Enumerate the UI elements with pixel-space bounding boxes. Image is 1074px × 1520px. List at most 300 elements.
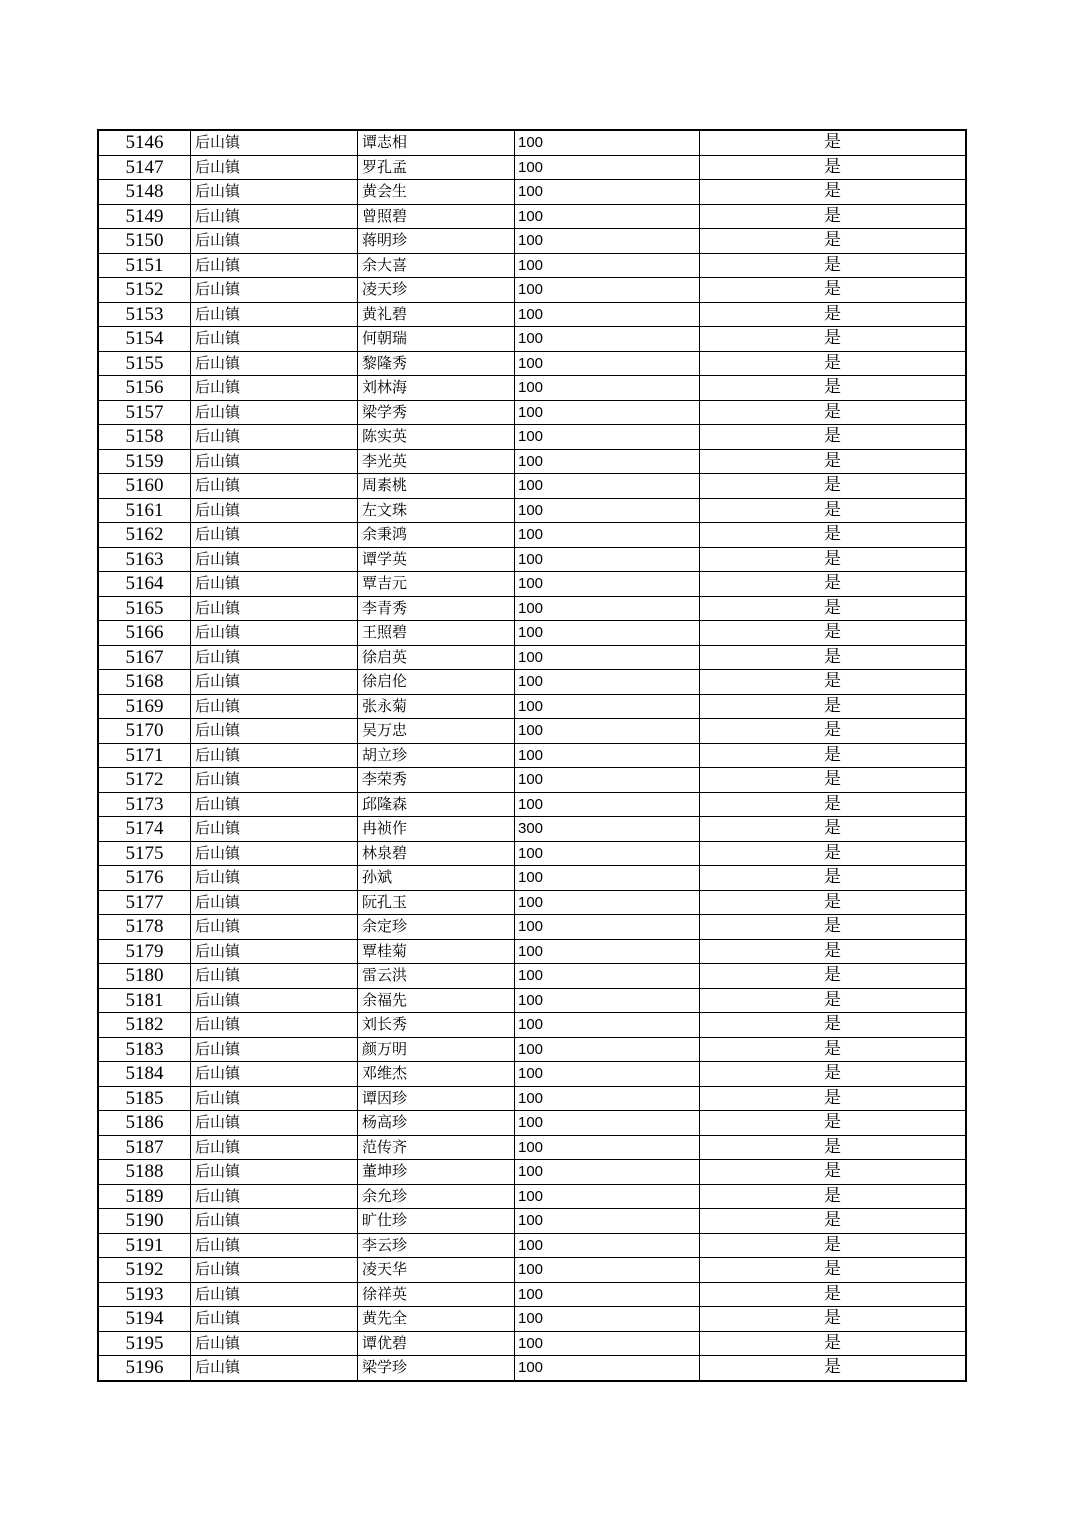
status-cell: 是 xyxy=(700,694,967,719)
table-row xyxy=(98,817,966,842)
amount-cell: 100 xyxy=(515,1307,700,1332)
town-cell: 后山镇 xyxy=(191,1307,358,1332)
person-name-cell: 曾照碧 xyxy=(358,204,515,229)
amount-cell: 100 xyxy=(515,1209,700,1234)
row-number-cell: 5181 xyxy=(98,988,191,1013)
row-number-cell: 5186 xyxy=(98,1111,191,1136)
person-name-cell: 杨高珍 xyxy=(358,1111,515,1136)
status-cell: 是 xyxy=(700,547,967,572)
person-name-cell: 谭优碧 xyxy=(358,1331,515,1356)
row-number-cell: 5176 xyxy=(98,866,191,891)
town-cell: 后山镇 xyxy=(191,1111,358,1136)
status-cell: 是 xyxy=(700,964,967,989)
person-name-cell: 冉祯作 xyxy=(358,817,515,842)
amount-cell: 100 xyxy=(515,155,700,180)
town-cell: 后山镇 xyxy=(191,1184,358,1209)
status-cell: 是 xyxy=(700,670,967,695)
table-row xyxy=(98,1209,966,1234)
row-number-cell: 5177 xyxy=(98,890,191,915)
table-row xyxy=(98,939,966,964)
status-cell: 是 xyxy=(700,474,967,499)
row-number-cell: 5170 xyxy=(98,719,191,744)
town-cell: 后山镇 xyxy=(191,915,358,940)
person-name-cell: 邓维杰 xyxy=(358,1062,515,1087)
row-number-cell: 5178 xyxy=(98,915,191,940)
status-cell: 是 xyxy=(700,1135,967,1160)
amount-cell: 100 xyxy=(515,1135,700,1160)
amount-cell: 100 xyxy=(515,768,700,793)
amount-cell: 100 xyxy=(515,1258,700,1283)
person-name-cell: 陈实英 xyxy=(358,425,515,450)
row-number-cell: 5151 xyxy=(98,253,191,278)
row-number-cell: 5191 xyxy=(98,1233,191,1258)
town-cell: 后山镇 xyxy=(191,229,358,254)
row-number-cell: 5159 xyxy=(98,449,191,474)
person-name-cell: 刘长秀 xyxy=(358,1013,515,1038)
person-name-cell: 谭学英 xyxy=(358,547,515,572)
person-name-cell: 覃桂菊 xyxy=(358,939,515,964)
person-name-cell: 何朝瑞 xyxy=(358,327,515,352)
town-cell: 后山镇 xyxy=(191,694,358,719)
table-row xyxy=(98,1086,966,1111)
row-number-cell: 5188 xyxy=(98,1160,191,1185)
row-number-cell: 5174 xyxy=(98,817,191,842)
person-name-cell: 梁学秀 xyxy=(358,400,515,425)
amount-cell: 100 xyxy=(515,572,700,597)
status-cell: 是 xyxy=(700,645,967,670)
row-number-cell: 5162 xyxy=(98,523,191,548)
town-cell: 后山镇 xyxy=(191,376,358,401)
row-number-cell: 5161 xyxy=(98,498,191,523)
status-cell: 是 xyxy=(700,278,967,303)
person-name-cell: 余大喜 xyxy=(358,253,515,278)
town-cell: 后山镇 xyxy=(191,621,358,646)
person-name-cell: 余定珍 xyxy=(358,915,515,940)
table-row xyxy=(98,229,966,254)
status-cell: 是 xyxy=(700,400,967,425)
person-name-cell: 黎隆秀 xyxy=(358,351,515,376)
table-row xyxy=(98,866,966,891)
table-row xyxy=(98,547,966,572)
town-cell: 后山镇 xyxy=(191,1282,358,1307)
town-cell: 后山镇 xyxy=(191,547,358,572)
amount-cell: 100 xyxy=(515,1013,700,1038)
amount-cell: 100 xyxy=(515,278,700,303)
town-cell: 后山镇 xyxy=(191,474,358,499)
status-cell: 是 xyxy=(700,425,967,450)
town-cell: 后山镇 xyxy=(191,523,358,548)
table-row xyxy=(98,719,966,744)
amount-cell: 100 xyxy=(515,743,700,768)
table-row xyxy=(98,915,966,940)
person-name-cell: 余秉鸿 xyxy=(358,523,515,548)
table-row xyxy=(98,596,966,621)
amount-cell: 100 xyxy=(515,792,700,817)
person-name-cell: 谭因珍 xyxy=(358,1086,515,1111)
amount-cell: 100 xyxy=(515,474,700,499)
status-cell: 是 xyxy=(700,1184,967,1209)
town-cell: 后山镇 xyxy=(191,253,358,278)
row-number-cell: 5149 xyxy=(98,204,191,229)
amount-cell: 100 xyxy=(515,1086,700,1111)
town-cell: 后山镇 xyxy=(191,572,358,597)
table-row xyxy=(98,572,966,597)
status-cell: 是 xyxy=(700,155,967,180)
person-name-cell: 徐祥英 xyxy=(358,1282,515,1307)
table-row xyxy=(98,964,966,989)
table-row xyxy=(98,792,966,817)
status-cell: 是 xyxy=(700,180,967,205)
row-number-cell: 5172 xyxy=(98,768,191,793)
table-row xyxy=(98,645,966,670)
table-row xyxy=(98,1037,966,1062)
row-number-cell: 5184 xyxy=(98,1062,191,1087)
person-name-cell: 吴万忠 xyxy=(358,719,515,744)
amount-cell: 100 xyxy=(515,964,700,989)
table-row xyxy=(98,498,966,523)
table-row xyxy=(98,1160,966,1185)
amount-cell: 100 xyxy=(515,130,700,155)
person-name-cell: 孙斌 xyxy=(358,866,515,891)
person-name-cell: 余允珍 xyxy=(358,1184,515,1209)
person-name-cell: 梁学珍 xyxy=(358,1356,515,1381)
table-row xyxy=(98,523,966,548)
status-cell: 是 xyxy=(700,1331,967,1356)
person-name-cell: 胡立珍 xyxy=(358,743,515,768)
status-cell: 是 xyxy=(700,890,967,915)
status-cell: 是 xyxy=(700,376,967,401)
town-cell: 后山镇 xyxy=(191,939,358,964)
amount-cell: 100 xyxy=(515,229,700,254)
person-name-cell: 雷云洪 xyxy=(358,964,515,989)
amount-cell: 300 xyxy=(515,817,700,842)
row-number-cell: 5196 xyxy=(98,1356,191,1381)
row-number-cell: 5168 xyxy=(98,670,191,695)
town-cell: 后山镇 xyxy=(191,1233,358,1258)
amount-cell: 100 xyxy=(515,1282,700,1307)
town-cell: 后山镇 xyxy=(191,768,358,793)
row-number-cell: 5179 xyxy=(98,939,191,964)
person-name-cell: 周素桃 xyxy=(358,474,515,499)
row-number-cell: 5158 xyxy=(98,425,191,450)
table-row xyxy=(98,670,966,695)
row-number-cell: 5169 xyxy=(98,694,191,719)
amount-cell: 100 xyxy=(515,547,700,572)
amount-cell: 100 xyxy=(515,841,700,866)
amount-cell: 100 xyxy=(515,498,700,523)
town-cell: 后山镇 xyxy=(191,425,358,450)
row-number-cell: 5173 xyxy=(98,792,191,817)
row-number-cell: 5160 xyxy=(98,474,191,499)
table-row xyxy=(98,768,966,793)
amount-cell: 100 xyxy=(515,523,700,548)
table-row xyxy=(98,1062,966,1087)
amount-cell: 100 xyxy=(515,1062,700,1087)
status-cell: 是 xyxy=(700,792,967,817)
amount-cell: 100 xyxy=(515,988,700,1013)
status-cell: 是 xyxy=(700,719,967,744)
amount-cell: 100 xyxy=(515,1331,700,1356)
status-cell: 是 xyxy=(700,1111,967,1136)
table-row xyxy=(98,253,966,278)
status-cell: 是 xyxy=(700,253,967,278)
town-cell: 后山镇 xyxy=(191,278,358,303)
data-table xyxy=(97,129,967,1382)
table-row xyxy=(98,278,966,303)
table-row xyxy=(98,130,966,155)
table-row xyxy=(98,743,966,768)
amount-cell: 100 xyxy=(515,670,700,695)
row-number-cell: 5156 xyxy=(98,376,191,401)
amount-cell: 100 xyxy=(515,351,700,376)
person-name-cell: 黄先全 xyxy=(358,1307,515,1332)
amount-cell: 100 xyxy=(515,400,700,425)
row-number-cell: 5190 xyxy=(98,1209,191,1234)
row-number-cell: 5182 xyxy=(98,1013,191,1038)
row-number-cell: 5146 xyxy=(98,130,191,155)
town-cell: 后山镇 xyxy=(191,670,358,695)
status-cell: 是 xyxy=(700,523,967,548)
town-cell: 后山镇 xyxy=(191,130,358,155)
table-row xyxy=(98,155,966,180)
table-row xyxy=(98,302,966,327)
status-cell: 是 xyxy=(700,572,967,597)
amount-cell: 100 xyxy=(515,1233,700,1258)
status-cell: 是 xyxy=(700,841,967,866)
table-row xyxy=(98,1307,966,1332)
amount-cell: 100 xyxy=(515,1356,700,1381)
row-number-cell: 5150 xyxy=(98,229,191,254)
amount-cell: 100 xyxy=(515,719,700,744)
amount-cell: 100 xyxy=(515,915,700,940)
town-cell: 后山镇 xyxy=(191,988,358,1013)
status-cell: 是 xyxy=(700,596,967,621)
table-row xyxy=(98,180,966,205)
person-name-cell: 黄会生 xyxy=(358,180,515,205)
table-row xyxy=(98,376,966,401)
row-number-cell: 5148 xyxy=(98,180,191,205)
status-cell: 是 xyxy=(700,1062,967,1087)
person-name-cell: 颜万明 xyxy=(358,1037,515,1062)
town-cell: 后山镇 xyxy=(191,155,358,180)
town-cell: 后山镇 xyxy=(191,1209,358,1234)
table-row xyxy=(98,327,966,352)
row-number-cell: 5183 xyxy=(98,1037,191,1062)
row-number-cell: 5153 xyxy=(98,302,191,327)
row-number-cell: 5175 xyxy=(98,841,191,866)
row-number-cell: 5171 xyxy=(98,743,191,768)
table-row xyxy=(98,1013,966,1038)
status-cell: 是 xyxy=(700,988,967,1013)
row-number-cell: 5180 xyxy=(98,964,191,989)
status-cell: 是 xyxy=(700,768,967,793)
amount-cell: 100 xyxy=(515,302,700,327)
person-name-cell: 李云珍 xyxy=(358,1233,515,1258)
status-cell: 是 xyxy=(700,130,967,155)
town-cell: 后山镇 xyxy=(191,1356,358,1381)
row-number-cell: 5147 xyxy=(98,155,191,180)
row-number-cell: 5157 xyxy=(98,400,191,425)
row-number-cell: 5164 xyxy=(98,572,191,597)
status-cell: 是 xyxy=(700,1086,967,1111)
status-cell: 是 xyxy=(700,1356,967,1381)
table-row xyxy=(98,621,966,646)
town-cell: 后山镇 xyxy=(191,841,358,866)
amount-cell: 100 xyxy=(515,425,700,450)
status-cell: 是 xyxy=(700,229,967,254)
person-name-cell: 徐启英 xyxy=(358,645,515,670)
status-cell: 是 xyxy=(700,743,967,768)
row-number-cell: 5194 xyxy=(98,1307,191,1332)
row-number-cell: 5189 xyxy=(98,1184,191,1209)
table-row xyxy=(98,351,966,376)
amount-cell: 100 xyxy=(515,376,700,401)
town-cell: 后山镇 xyxy=(191,327,358,352)
person-name-cell: 罗孔孟 xyxy=(358,155,515,180)
town-cell: 后山镇 xyxy=(191,400,358,425)
row-number-cell: 5195 xyxy=(98,1331,191,1356)
town-cell: 后山镇 xyxy=(191,792,358,817)
status-cell: 是 xyxy=(700,327,967,352)
person-name-cell: 覃吉元 xyxy=(358,572,515,597)
person-name-cell: 余福先 xyxy=(358,988,515,1013)
table-row xyxy=(98,1233,966,1258)
table-row xyxy=(98,988,966,1013)
row-number-cell: 5185 xyxy=(98,1086,191,1111)
table-row xyxy=(98,1356,966,1381)
amount-cell: 100 xyxy=(515,327,700,352)
status-cell: 是 xyxy=(700,1209,967,1234)
status-cell: 是 xyxy=(700,621,967,646)
row-number-cell: 5187 xyxy=(98,1135,191,1160)
status-cell: 是 xyxy=(700,449,967,474)
town-cell: 后山镇 xyxy=(191,1160,358,1185)
status-cell: 是 xyxy=(700,915,967,940)
town-cell: 后山镇 xyxy=(191,890,358,915)
row-number-cell: 5193 xyxy=(98,1282,191,1307)
person-name-cell: 刘林海 xyxy=(358,376,515,401)
amount-cell: 100 xyxy=(515,645,700,670)
table-row xyxy=(98,890,966,915)
person-name-cell: 邱隆森 xyxy=(358,792,515,817)
amount-cell: 100 xyxy=(515,621,700,646)
person-name-cell: 徐启伦 xyxy=(358,670,515,695)
status-cell: 是 xyxy=(700,302,967,327)
amount-cell: 100 xyxy=(515,890,700,915)
town-cell: 后山镇 xyxy=(191,1258,358,1283)
town-cell: 后山镇 xyxy=(191,498,358,523)
status-cell: 是 xyxy=(700,1282,967,1307)
table-body xyxy=(98,130,966,1381)
status-cell: 是 xyxy=(700,866,967,891)
row-number-cell: 5166 xyxy=(98,621,191,646)
amount-cell: 100 xyxy=(515,253,700,278)
town-cell: 后山镇 xyxy=(191,180,358,205)
person-name-cell: 旷仕珍 xyxy=(358,1209,515,1234)
town-cell: 后山镇 xyxy=(191,1331,358,1356)
person-name-cell: 左文珠 xyxy=(358,498,515,523)
table-row xyxy=(98,1111,966,1136)
table-row xyxy=(98,841,966,866)
status-cell: 是 xyxy=(700,1013,967,1038)
town-cell: 后山镇 xyxy=(191,351,358,376)
person-name-cell: 李荣秀 xyxy=(358,768,515,793)
status-cell: 是 xyxy=(700,1233,967,1258)
town-cell: 后山镇 xyxy=(191,1013,358,1038)
person-name-cell: 林泉碧 xyxy=(358,841,515,866)
table-row xyxy=(98,449,966,474)
person-name-cell: 董坤珍 xyxy=(358,1160,515,1185)
town-cell: 后山镇 xyxy=(191,1062,358,1087)
row-number-cell: 5152 xyxy=(98,278,191,303)
town-cell: 后山镇 xyxy=(191,719,358,744)
amount-cell: 100 xyxy=(515,939,700,964)
town-cell: 后山镇 xyxy=(191,964,358,989)
town-cell: 后山镇 xyxy=(191,596,358,621)
person-name-cell: 王照碧 xyxy=(358,621,515,646)
table-row xyxy=(98,1282,966,1307)
row-number-cell: 5154 xyxy=(98,327,191,352)
row-number-cell: 5165 xyxy=(98,596,191,621)
status-cell: 是 xyxy=(700,817,967,842)
table-row xyxy=(98,1258,966,1283)
person-name-cell: 范传齐 xyxy=(358,1135,515,1160)
person-name-cell: 凌天珍 xyxy=(358,278,515,303)
row-number-cell: 5163 xyxy=(98,547,191,572)
status-cell: 是 xyxy=(700,351,967,376)
table-row xyxy=(98,400,966,425)
person-name-cell: 蒋明珍 xyxy=(358,229,515,254)
town-cell: 后山镇 xyxy=(191,1086,358,1111)
town-cell: 后山镇 xyxy=(191,1135,358,1160)
row-number-cell: 5192 xyxy=(98,1258,191,1283)
status-cell: 是 xyxy=(700,1160,967,1185)
town-cell: 后山镇 xyxy=(191,743,358,768)
person-name-cell: 凌天华 xyxy=(358,1258,515,1283)
person-name-cell: 李青秀 xyxy=(358,596,515,621)
person-name-cell: 张永菊 xyxy=(358,694,515,719)
table-row xyxy=(98,425,966,450)
status-cell: 是 xyxy=(700,1037,967,1062)
town-cell: 后山镇 xyxy=(191,449,358,474)
table-row xyxy=(98,474,966,499)
amount-cell: 100 xyxy=(515,1111,700,1136)
table-row xyxy=(98,1184,966,1209)
table-row xyxy=(98,1331,966,1356)
amount-cell: 100 xyxy=(515,866,700,891)
town-cell: 后山镇 xyxy=(191,204,358,229)
amount-cell: 100 xyxy=(515,449,700,474)
row-number-cell: 5167 xyxy=(98,645,191,670)
table-row xyxy=(98,204,966,229)
amount-cell: 100 xyxy=(515,180,700,205)
amount-cell: 100 xyxy=(515,596,700,621)
status-cell: 是 xyxy=(700,204,967,229)
town-cell: 后山镇 xyxy=(191,645,358,670)
town-cell: 后山镇 xyxy=(191,817,358,842)
table-row xyxy=(98,1135,966,1160)
status-cell: 是 xyxy=(700,939,967,964)
amount-cell: 100 xyxy=(515,1037,700,1062)
person-name-cell: 谭志相 xyxy=(358,130,515,155)
row-number-cell: 5155 xyxy=(98,351,191,376)
town-cell: 后山镇 xyxy=(191,302,358,327)
town-cell: 后山镇 xyxy=(191,866,358,891)
status-cell: 是 xyxy=(700,1307,967,1332)
person-name-cell: 黄礼碧 xyxy=(358,302,515,327)
status-cell: 是 xyxy=(700,498,967,523)
amount-cell: 100 xyxy=(515,204,700,229)
